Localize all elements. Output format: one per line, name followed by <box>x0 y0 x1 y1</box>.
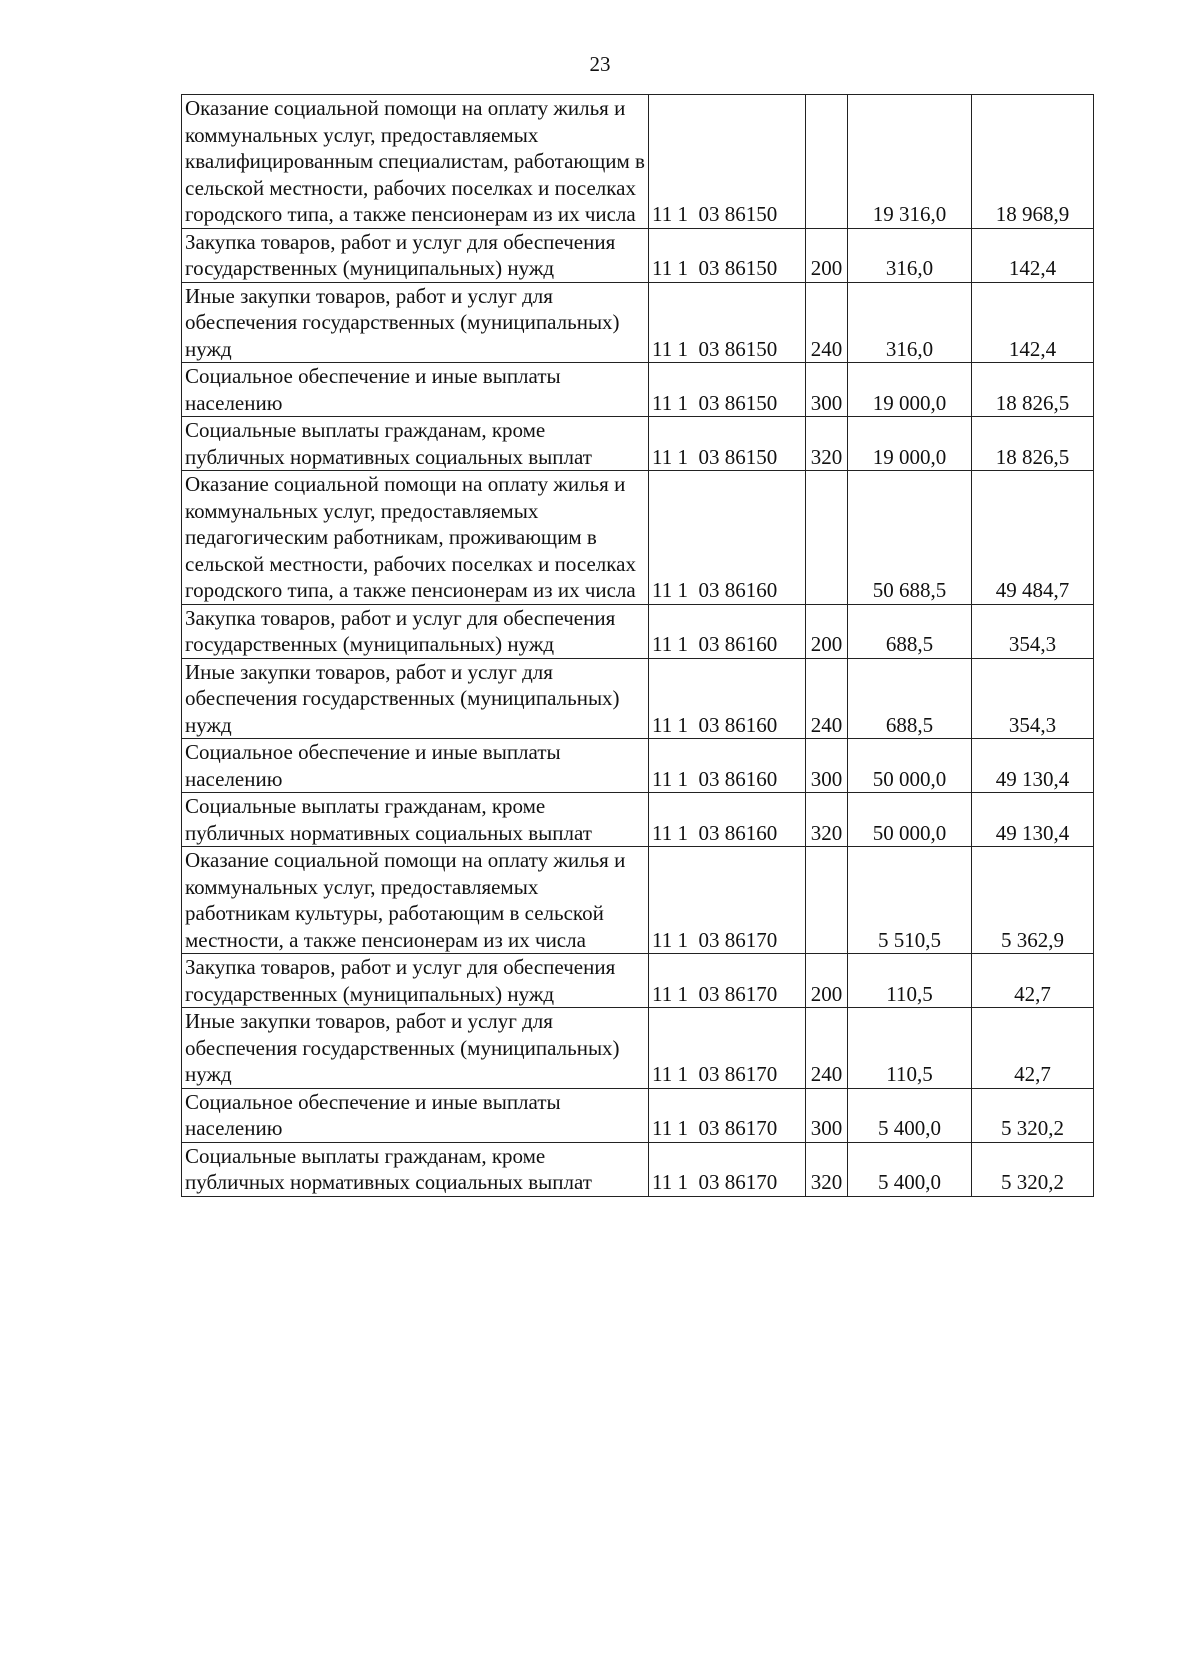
target-article-code-cell: 11 1 03 86170 <box>649 1088 806 1142</box>
planned-amount-cell: 110,5 <box>848 1008 972 1089</box>
target-article-code-cell: 11 1 03 86150 <box>649 95 806 229</box>
table-row <box>182 1088 1094 1142</box>
executed-amount-cell: 18 968,9 <box>972 95 1094 229</box>
planned-amount-cell: 316,0 <box>848 228 972 282</box>
executed-amount-cell: 354,3 <box>972 658 1094 739</box>
expense-name-cell: Иные закупки товаров, работ и услуг для обеспечения государственных (муниципальных) нужд <box>182 1008 649 1089</box>
executed-amount-cell: 354,3 <box>972 604 1094 658</box>
target-article-code-cell: 11 1 03 86170 <box>649 954 806 1008</box>
table-row <box>182 228 1094 282</box>
expense-type-code-cell: 320 <box>806 1142 848 1196</box>
executed-amount-cell: 18 826,5 <box>972 363 1094 417</box>
expense-name-cell: Социальные выплаты гражданам, кроме публичных нормативных социальных выплат <box>182 793 649 847</box>
expense-type-code-cell: 300 <box>806 739 848 793</box>
executed-amount-cell: 142,4 <box>972 228 1094 282</box>
executed-amount-cell: 18 826,5 <box>972 417 1094 471</box>
executed-amount-cell: 42,7 <box>972 954 1094 1008</box>
expense-type-code-cell: 240 <box>806 658 848 739</box>
table-row <box>182 954 1094 1008</box>
executed-amount-cell: 5 320,2 <box>972 1088 1094 1142</box>
expense-type-code-cell: 200 <box>806 954 848 1008</box>
page-number: 23 <box>589 52 611 76</box>
expense-name-cell: Оказание социальной помощи на оплату жилья и коммунальных услуг, предоставляемых работникам культуры, работающим в сельской местности, а также пенсионерам из их числа <box>182 847 649 954</box>
planned-amount-cell: 5 400,0 <box>848 1142 972 1196</box>
table-row <box>182 658 1094 739</box>
target-article-code-cell: 11 1 03 86170 <box>649 847 806 954</box>
target-article-code-cell: 11 1 03 86150 <box>649 417 806 471</box>
executed-amount-cell: 42,7 <box>972 1008 1094 1089</box>
expense-name-cell: Социальные выплаты гражданам, кроме публичных нормативных социальных выплат <box>182 1142 649 1196</box>
target-article-code-cell: 11 1 03 86160 <box>649 739 806 793</box>
target-article-code-cell: 11 1 03 86150 <box>649 282 806 363</box>
expense-name-cell: Иные закупки товаров, работ и услуг для обеспечения государственных (муниципальных) нужд <box>182 282 649 363</box>
expense-type-code-cell: 320 <box>806 793 848 847</box>
target-article-code-cell: 11 1 03 86150 <box>649 363 806 417</box>
executed-amount-cell: 49 130,4 <box>972 793 1094 847</box>
table-row <box>182 282 1094 363</box>
target-article-code-cell: 11 1 03 86170 <box>649 1142 806 1196</box>
expense-name-cell: Иные закупки товаров, работ и услуг для обеспечения государственных (муниципальных) нужд <box>182 658 649 739</box>
expense-type-code-cell: 320 <box>806 417 848 471</box>
expense-name-cell: Социальное обеспечение и иные выплаты населению <box>182 739 649 793</box>
expense-type-code-cell: 300 <box>806 363 848 417</box>
planned-amount-cell: 5 400,0 <box>848 1088 972 1142</box>
planned-amount-cell: 688,5 <box>848 604 972 658</box>
planned-amount-cell: 688,5 <box>848 658 972 739</box>
expense-name-cell: Закупка товаров, работ и услуг для обеспечения государственных (муниципальных) нужд <box>182 604 649 658</box>
planned-amount-cell: 19 000,0 <box>848 363 972 417</box>
target-article-code-cell: 11 1 03 86150 <box>649 228 806 282</box>
expense-type-code-cell: 200 <box>806 604 848 658</box>
planned-amount-cell: 5 510,5 <box>848 847 972 954</box>
planned-amount-cell: 110,5 <box>848 954 972 1008</box>
table-row <box>182 95 1094 229</box>
executed-amount-cell: 49 130,4 <box>972 739 1094 793</box>
planned-amount-cell: 316,0 <box>848 282 972 363</box>
executed-amount-cell: 5 362,9 <box>972 847 1094 954</box>
expense-name-cell: Социальное обеспечение и иные выплаты населению <box>182 363 649 417</box>
expense-type-code-cell: 300 <box>806 1088 848 1142</box>
expense-type-code-cell: 200 <box>806 228 848 282</box>
expense-name-cell: Социальные выплаты гражданам, кроме публичных нормативных социальных выплат <box>182 417 649 471</box>
table-row <box>182 604 1094 658</box>
target-article-code-cell: 11 1 03 86160 <box>649 471 806 605</box>
planned-amount-cell: 19 316,0 <box>848 95 972 229</box>
expense-name-cell: Оказание социальной помощи на оплату жилья и коммунальных услуг, предоставляемых квалифицированным специалистам, работающим в сельской местности, рабочих поселках и поселках городского типа, а также пенсионерам из их числа <box>182 95 649 229</box>
planned-amount-cell: 19 000,0 <box>848 417 972 471</box>
target-article-code-cell: 11 1 03 86160 <box>649 658 806 739</box>
budget-table <box>181 94 1094 1197</box>
target-article-code-cell: 11 1 03 86160 <box>649 793 806 847</box>
expense-type-code-cell <box>806 95 848 229</box>
expense-name-cell: Закупка товаров, работ и услуг для обеспечения государственных (муниципальных) нужд <box>182 228 649 282</box>
expense-name-cell: Оказание социальной помощи на оплату жилья и коммунальных услуг, предоставляемых педагогическим работникам, проживающим в сельской местности, рабочих поселках и поселках городского типа, а также пенсионерам из их числа <box>182 471 649 605</box>
target-article-code-cell: 11 1 03 86160 <box>649 604 806 658</box>
expense-type-code-cell: 240 <box>806 282 848 363</box>
table-row <box>182 1008 1094 1089</box>
planned-amount-cell: 50 688,5 <box>848 471 972 605</box>
executed-amount-cell: 142,4 <box>972 282 1094 363</box>
expense-type-code-cell: 240 <box>806 1008 848 1089</box>
expense-type-code-cell <box>806 847 848 954</box>
executed-amount-cell: 49 484,7 <box>972 471 1094 605</box>
table-row <box>182 417 1094 471</box>
table-row <box>182 471 1094 605</box>
budget-table-body <box>182 95 1094 1197</box>
expense-name-cell: Социальное обеспечение и иные выплаты населению <box>182 1088 649 1142</box>
executed-amount-cell: 5 320,2 <box>972 1142 1094 1196</box>
expense-name-cell: Закупка товаров, работ и услуг для обеспечения государственных (муниципальных) нужд <box>182 954 649 1008</box>
expense-type-code-cell <box>806 471 848 605</box>
table-row <box>182 847 1094 954</box>
table-row <box>182 793 1094 847</box>
target-article-code-cell: 11 1 03 86170 <box>649 1008 806 1089</box>
table-row <box>182 739 1094 793</box>
table-row <box>182 1142 1094 1196</box>
planned-amount-cell: 50 000,0 <box>848 739 972 793</box>
table-row <box>182 363 1094 417</box>
planned-amount-cell: 50 000,0 <box>848 793 972 847</box>
